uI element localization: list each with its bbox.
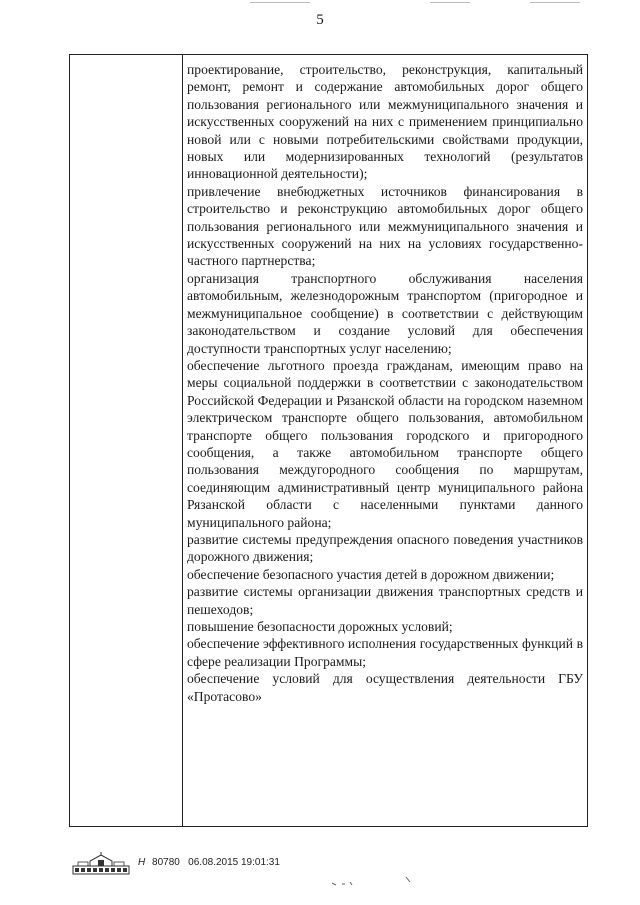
registration-timestamp: 06.08.2015 19:01:31: [188, 857, 280, 868]
table-content-cell: [187, 61, 583, 705]
paragraph: развитие системы организации движения транспортных средств и пешеходов;: [187, 584, 583, 617]
paragraph: обеспечение безопасного участия детей в дорожном движении;: [187, 566, 555, 582]
scan-artifact: [330, 873, 420, 889]
paragraph: повышение безопасности дорожных условий;: [187, 619, 453, 634]
building-stamp-icon: [72, 852, 130, 876]
paragraph: организация транспортного обслуживания населения автомобильным, железнодорожным транспортом (пригородное и межмуниципальное сообщение) в соответствии с действующим законодательством и создание условий для обеспечения доступности транспортных услуг населению;: [187, 270, 583, 356]
registration-symbol: Н: [138, 857, 146, 868]
scan-artifact: [250, 2, 310, 3]
registration-stamp: [138, 857, 280, 868]
table-column-divider: [182, 54, 183, 827]
paragraph: проектирование, строительство, реконструкция, капитальный ремонт, ремонт и содержание автомобильных дорог общего пользования регионального или межмуниципального значения и искусственных сооружений на них с применением принципиально новой или с новыми потребительскими свойствами продукции, новых или модернизированных технологий (результатов инновационной деятельности);: [187, 62, 583, 182]
scan-artifact: [430, 2, 470, 3]
paragraph: привлечение внебюджетных источников финансирования в строительство и реконструкцию автомобильных дорог общего пользования регионального или межмуниципального значения и искусственных сооружений на них на условиях государственно-частного партнерства;: [187, 183, 583, 269]
paragraph: обеспечение условий для осуществления деятельности ГБУ «Протасово»: [187, 671, 583, 704]
scan-artifact: [530, 2, 580, 3]
page-number: 5: [316, 12, 324, 28]
paragraph: развитие системы предупреждения опасного поведения участников дорожного движения;: [187, 531, 583, 565]
document-number: 80780: [152, 857, 180, 868]
paragraph: обеспечение льготного проезда гражданам, имеющим право на меры социальной поддержки в соответствии с законодательством Российской Федерации и Рязанской области на городском наземном электрическом транспорте общего пользования, автомобильном транспорте общего пользования городского и пригородного сообщения, а также автомобильном транспорте общего пользования междугородного сообщения по маршрутам, соединяющим административный центр муниципального района Рязанской области с населенными пунктами данного муниципального района;: [187, 357, 583, 530]
paragraph: обеспечение эффективного исполнения государственных функций в сфере реализации Программы;: [187, 636, 583, 669]
